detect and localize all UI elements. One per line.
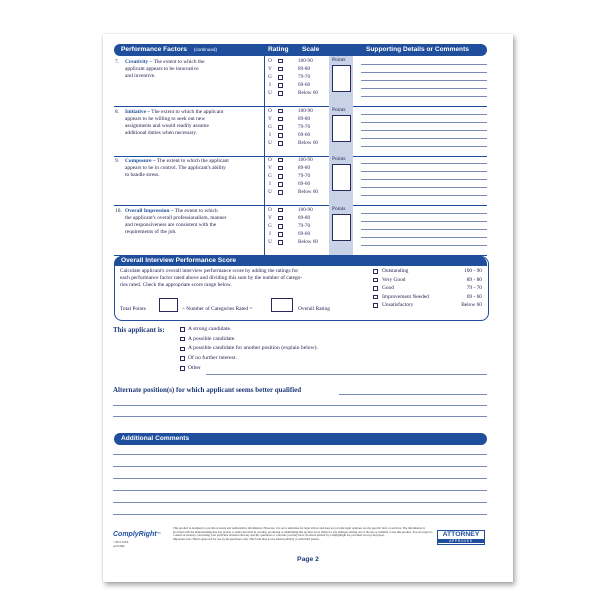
score-range-checkbox[interactable] xyxy=(373,278,378,283)
rating-checkbox[interactable] xyxy=(278,91,283,96)
continued-label: (continued) xyxy=(194,47,217,52)
rating-letter: O xyxy=(268,108,272,114)
comment-writing-line[interactable] xyxy=(361,72,487,73)
scale-value: 79-70 xyxy=(298,223,311,230)
performance-factors-title: Performance Factors xyxy=(121,46,187,53)
rating-checkbox[interactable] xyxy=(278,117,283,122)
score-range-value: 100 - 90 xyxy=(464,268,482,274)
comment-writing-line[interactable] xyxy=(361,213,487,214)
factor-name: Composure – xyxy=(125,158,156,164)
rating-checkbox[interactable] xyxy=(278,141,283,146)
scale-value: 100-90 xyxy=(298,157,313,163)
comment-writing-line[interactable] xyxy=(361,146,487,147)
rating-letter: U xyxy=(268,90,272,97)
rating-letter: U xyxy=(268,239,272,246)
scale-value: 69-60 xyxy=(298,132,311,139)
rating-letter: V xyxy=(268,215,272,222)
score-instructions xyxy=(120,268,360,289)
score-range-label: Unsatisfactory xyxy=(382,302,414,309)
factor-text-line: and responsiveness are consistent with the xyxy=(125,222,217,228)
overall-score-title: Overall Interview Performance Score xyxy=(121,257,237,264)
comment-writing-line[interactable] xyxy=(361,163,487,164)
categories-rated-box[interactable] xyxy=(271,298,293,312)
rating-letter: I xyxy=(269,181,271,188)
rating-letter: O xyxy=(268,207,272,213)
applicant-checkbox[interactable] xyxy=(180,337,185,342)
additional-comments-header xyxy=(114,433,487,445)
rating-checkbox[interactable] xyxy=(278,224,283,229)
applicant-option-label: A possible candidate. xyxy=(188,335,236,342)
complyright-logo: ComplyRight™ xyxy=(113,531,161,538)
scale-value: 89-80 xyxy=(298,215,311,222)
applicant-option-label: A possible candidate for another position (explain below). xyxy=(188,345,318,352)
rating-letter: U xyxy=(268,140,272,147)
comment-writing-line[interactable] xyxy=(361,195,487,196)
applicant-checkbox[interactable] xyxy=(180,327,185,332)
points-box[interactable] xyxy=(332,65,351,92)
rating-checkbox[interactable] xyxy=(278,133,283,138)
comment-writing-line[interactable] xyxy=(361,80,487,81)
scale-value: 89-80 xyxy=(298,66,311,73)
factor-text-line: The extent to which the applicant xyxy=(156,158,229,164)
rating-letter: G xyxy=(268,173,272,180)
comment-writing-line[interactable] xyxy=(361,114,487,115)
score-range-label: Improvement Needed xyxy=(382,293,429,300)
points-box[interactable] xyxy=(332,115,351,142)
factor-text-line: additional duties when necessary. xyxy=(125,130,198,136)
factor-text-line: requirements of the job. xyxy=(125,229,177,235)
comment-writing-line[interactable] xyxy=(361,138,487,139)
points-label: Points xyxy=(332,156,346,162)
factor-text-line: The extent to which the applicant xyxy=(151,109,224,115)
comment-writing-line[interactable] xyxy=(361,221,487,222)
additional-comment-line[interactable] xyxy=(113,502,487,503)
additional-comment-line[interactable] xyxy=(113,514,487,515)
column-divider xyxy=(264,56,265,256)
factor-description xyxy=(125,59,265,80)
product-code: ©2011 XXX A2151DL xyxy=(113,540,129,548)
comment-writing-line[interactable] xyxy=(361,96,487,97)
applicant-label: This applicant is: xyxy=(113,326,165,334)
rating-checkbox[interactable] xyxy=(278,83,283,88)
score-instruction-line: ries rated. Check the appropriate score range below. xyxy=(120,282,232,288)
points-label: Points xyxy=(332,206,346,212)
other-writing-line[interactable] xyxy=(206,374,487,375)
rating-checkbox[interactable] xyxy=(278,59,283,64)
attorney-approved-badge: ATTORNEY APPROVED xyxy=(437,530,485,545)
rating-checkbox[interactable] xyxy=(278,174,283,179)
rating-checkbox[interactable] xyxy=(278,125,283,130)
factor-number: 8. xyxy=(115,109,120,115)
applicant-option-label: A strong candidate. xyxy=(188,326,232,332)
factor-text-line: appears to be in control. The applicant's ability xyxy=(125,165,226,171)
score-range-checkbox[interactable] xyxy=(373,295,378,300)
rating-checkbox[interactable] xyxy=(278,190,283,195)
rating-checkbox[interactable] xyxy=(278,240,283,245)
scale-value: 100-90 xyxy=(298,58,313,64)
factor-text-line: The extent to which the xyxy=(153,59,205,65)
scale-value: Below 60 xyxy=(298,239,319,246)
rating-letter: V xyxy=(268,116,272,123)
score-range-label: Outstanding xyxy=(382,268,409,274)
rating-checkbox[interactable] xyxy=(278,166,283,171)
rating-letter: G xyxy=(268,74,272,81)
factor-text-line: assignments and would readily assume xyxy=(125,123,209,129)
score-range-label: Good xyxy=(382,285,394,292)
applicant-option-label: Of no further interest. xyxy=(188,355,237,362)
points-box[interactable] xyxy=(332,214,351,241)
comment-writing-line[interactable] xyxy=(361,130,487,131)
factor-number: 10. xyxy=(115,208,122,214)
factor-description xyxy=(125,109,265,137)
additional-comments-title: Additional Comments xyxy=(121,435,190,442)
scale-value: 89-80 xyxy=(298,165,311,172)
scale-value: 100-90 xyxy=(298,108,313,114)
total-points-box[interactable] xyxy=(159,298,178,312)
comment-writing-line[interactable] xyxy=(361,245,487,246)
points-label: Points xyxy=(332,57,346,63)
scale-value: 79-70 xyxy=(298,124,311,131)
total-points-label: Total Points xyxy=(120,306,146,312)
comment-writing-line[interactable] xyxy=(361,64,487,65)
rating-letter: G xyxy=(268,223,272,230)
alternate-writing-line[interactable] xyxy=(339,394,487,395)
score-range-value: 79 - 70 xyxy=(466,285,482,292)
score-range-value: 69 - 60 xyxy=(466,293,482,300)
rating-checkbox[interactable] xyxy=(278,208,283,213)
form-page xyxy=(103,34,513,582)
rating-checkbox[interactable] xyxy=(278,109,283,114)
rating-letter: V xyxy=(268,165,272,172)
applicant-option-label: Other xyxy=(188,364,201,371)
factor-description xyxy=(125,158,265,179)
comment-writing-line[interactable] xyxy=(361,229,487,230)
additional-comment-line[interactable] xyxy=(113,478,487,479)
overall-rating-label: Overall Rating xyxy=(298,306,330,312)
rating-column-label: Rating xyxy=(268,46,289,53)
additional-comment-line[interactable] xyxy=(113,466,487,467)
overall-score-header xyxy=(114,256,487,266)
scale-value: Below 60 xyxy=(298,189,319,196)
score-range-label: Very Good xyxy=(382,276,406,283)
scale-value: 89-80 xyxy=(298,116,311,123)
factor-text-line: appears to be willing to seek out new xyxy=(125,116,206,122)
score-instruction-line: each performance factor rated above and dividing this sum by the number of catego- xyxy=(120,275,303,281)
score-instruction-line: Calculate applicant's overall interview performance score by adding the ratings for xyxy=(120,268,299,274)
performance-factors-header xyxy=(114,44,487,56)
comment-writing-line[interactable] xyxy=(361,122,487,123)
comment-writing-line[interactable] xyxy=(361,171,487,172)
additional-comment-line[interactable] xyxy=(113,490,487,491)
alternate-writing-line[interactable] xyxy=(113,416,487,417)
scale-value: 79-70 xyxy=(298,74,311,81)
additional-comment-line[interactable] xyxy=(113,454,487,455)
rating-checkbox[interactable] xyxy=(278,216,283,221)
scale-column-label: Scale xyxy=(302,46,320,53)
applicant-checkbox[interactable] xyxy=(180,356,185,361)
comment-writing-line[interactable] xyxy=(361,237,487,238)
legal-disclaimer: This product is designed to provide accurate and authoritative information. However, it is not a substitute for legal advice and does not provide legal opinions on any specific facts or services. The information is provided with the understanding that any person or entity involved in creating, producing or distributing this product is not liable for any damages arising out of the use or inability to use this product. You are urged to consult an attorney concerning your particular situation and any specific questions or concerns you may have. Products printed by ComplyRight are provided on recycled paper. Important note: This is approved for use by the purchaser only. This form may not be shared publicly or with third parties. xyxy=(173,526,433,541)
factor-number: 7. xyxy=(115,59,120,65)
scale-value: Below 60 xyxy=(298,140,319,147)
scale-value: Below 60 xyxy=(298,90,319,97)
score-range-value: Below 60 xyxy=(461,302,482,309)
rating-letter: I xyxy=(269,132,271,139)
rating-letter: I xyxy=(269,82,271,89)
scale-value: 79-70 xyxy=(298,173,311,180)
factor-description xyxy=(125,208,265,236)
scale-value: 69-60 xyxy=(298,82,311,89)
page-number: Page 2 xyxy=(297,556,319,563)
rating-letter: G xyxy=(268,124,272,131)
rating-letter: I xyxy=(269,231,271,238)
score-range-checkbox[interactable] xyxy=(373,303,378,308)
factor-text-line: and inventive. xyxy=(125,73,156,79)
alternate-position-label: Alternate position(s) for which applicant seems better qualified xyxy=(113,386,302,394)
factor-text-line: the applicant's overall professionalism, manner xyxy=(125,215,227,221)
score-range-checkbox[interactable] xyxy=(373,269,378,274)
rating-checkbox[interactable] xyxy=(278,182,283,187)
alternate-writing-line[interactable] xyxy=(113,405,487,406)
comment-writing-line[interactable] xyxy=(361,179,487,180)
rating-letter: O xyxy=(268,157,272,163)
factor-text-line: applicant appears to be innovative xyxy=(125,66,199,72)
rating-letter: O xyxy=(268,58,272,64)
rating-checkbox[interactable] xyxy=(278,75,283,80)
rating-checkbox[interactable] xyxy=(278,158,283,163)
divide-label: ÷ Number of Categories Rated = xyxy=(182,306,253,312)
rating-checkbox[interactable] xyxy=(278,232,283,237)
factor-text-line: to handle stress. xyxy=(125,172,160,178)
applicant-checkbox[interactable] xyxy=(180,347,185,352)
factor-name: Overall Impression – xyxy=(125,208,174,214)
rating-checkbox[interactable] xyxy=(278,67,283,72)
scale-value: 69-60 xyxy=(298,231,311,238)
scale-value: 69-60 xyxy=(298,181,311,188)
scale-value: 100-90 xyxy=(298,207,313,213)
factor-name: Initiative – xyxy=(125,109,151,115)
score-range-checkbox[interactable] xyxy=(373,286,378,291)
comment-writing-line[interactable] xyxy=(361,187,487,188)
score-range-value: 89 - 80 xyxy=(466,276,482,283)
comment-writing-line[interactable] xyxy=(361,88,487,89)
points-label: Points xyxy=(332,107,346,113)
applicant-checkbox[interactable] xyxy=(180,366,185,371)
factor-name: Creativity – xyxy=(125,59,153,65)
supporting-details-label: Supporting Details or Comments xyxy=(366,46,469,53)
points-box[interactable] xyxy=(332,164,351,191)
factor-number: 9. xyxy=(115,158,120,164)
rating-letter: U xyxy=(268,189,272,196)
factor-text-line: The extent to which xyxy=(174,208,218,214)
rating-letter: V xyxy=(268,66,272,73)
